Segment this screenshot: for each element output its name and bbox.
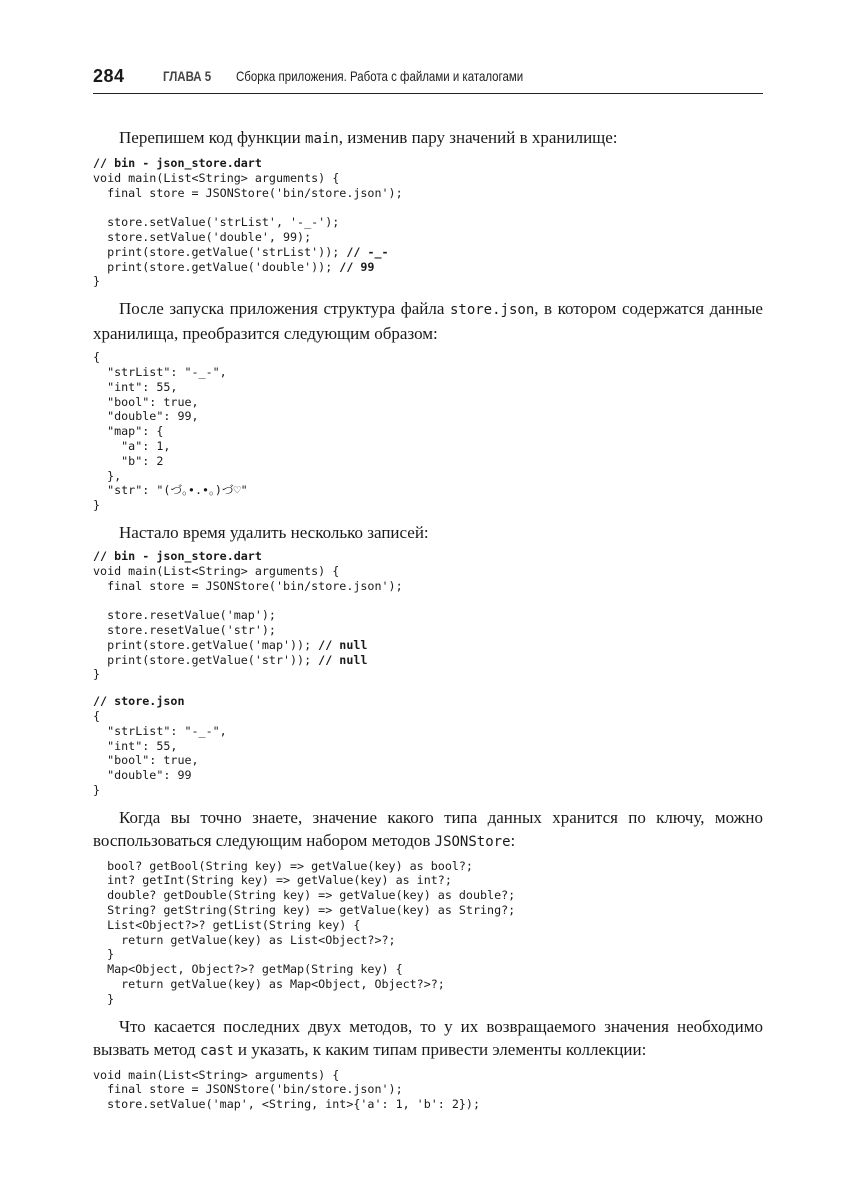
inline-code-store-json: store.json (449, 302, 535, 319)
paragraph-1: Перепишем код функции main, изменив пару значений в хранилище: (119, 128, 618, 147)
code-comment: // bin - json_store.dart (93, 156, 262, 170)
page-number: 284 (93, 66, 125, 86)
paragraph-2: После запуска приложения структура файла store.json, в котором содержатся данные хранилища, преобразится следующим образом: (93, 299, 763, 344)
code-comment: // store.json (93, 694, 185, 709)
running-header (93, 66, 763, 94)
page-body (93, 126, 763, 1112)
code-block-3: // bin - json_store.dart void main(List<String> arguments) { final store = JSONStore('bin/store.json'); store.resetValue('map'); store.resetValue('str'); print(store.getValue('map')); // null print(store.getValue('str')); // null } (93, 548, 403, 682)
code-comment: // bin - json_store.dart (93, 548, 262, 563)
paragraph-5: Что касается последних двух методов, то у их возвращаемого значения необходимо вызвать метод cast и указать, к каким типам привести элементы коллекции: (93, 1016, 763, 1059)
chapter-label: ГЛАВА 5 (163, 68, 212, 84)
paragraph-3: Настало время удалить несколько записей: (119, 522, 429, 542)
inline-code-main: main (305, 131, 339, 147)
paragraph-4: Когда вы точно знаете, значение какого типа данных хранится по ключу, можно воспользоваться следующим набором методов JSONStore: (93, 807, 763, 850)
code-block-4: // store.json { "strList": "-_-", "int": 55, "bool": true, "double": 99 } (93, 694, 227, 797)
code-block-6: void main(List<String> arguments) { final store = JSONStore('bin/store.json'); store.setValue('map', <String, int>{'a': 1, 'b': 2}); (93, 1067, 481, 1112)
code-block-2: { "strList": "-_-", "int": 55, "bool": true, "double": 99, "map": { "a": 1, "b": 2 }, "str": "(づ｡•.•｡)づ♡" } (93, 350, 248, 513)
code-block-1: // bin - json_store.dart void main(List<String> arguments) { final store = JSONStore('bin/store.json'); store.setValue('strList', '-_-'); store.setValue('double', 99); print(store.getValue('strList')); // -_- print(store.getValue('double')); // 99 } (93, 156, 403, 289)
inline-code-jsonstore: JSONStore (434, 833, 511, 850)
inline-code-cast: cast (199, 1042, 234, 1059)
code-block-5: bool? getBool(String key) => getValue(key) as bool?; int? getInt(String key) => getValue(key) as int?; double? getDouble(String key) => getValue(key) as double?; String? getString(String key) => getValue(key) as String?; List<Object?>? getList(String key) { return getValue(key) as List<Object?>?; } Map<Object, Object?>? getMap(String key) { return getValue(key) as Map<Object, Object?>?; } (107, 858, 516, 1006)
chapter-title: Сборка приложения. Работа с файлами и каталогами (236, 68, 524, 84)
